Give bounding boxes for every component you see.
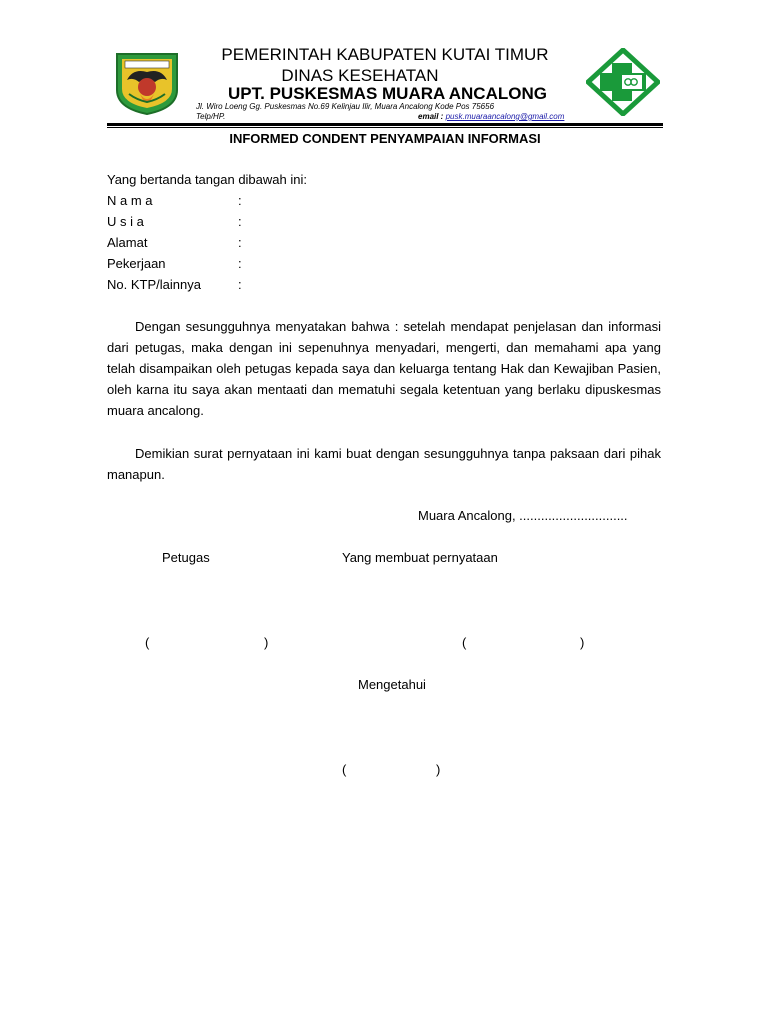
email-link[interactable]: pusk.muaraancalong@gmail.com xyxy=(445,112,565,121)
field-label-pekerjaan: Pekerjaan xyxy=(107,256,166,271)
mengetahui-signature-open: ( xyxy=(342,762,347,777)
header-divider-thick xyxy=(107,123,663,126)
header-institution-name: UPT. PUSKESMAS MUARA ANCALONG xyxy=(228,84,547,103)
field-label-alamat: Alamat xyxy=(107,235,148,250)
kutai-timur-emblem-icon xyxy=(113,50,181,116)
header-government-name: PEMERINTAH KABUPATEN KUTAI TIMUR xyxy=(221,45,549,64)
field-colon-pekerjaan: : xyxy=(238,256,242,271)
place-date: Muara Ancalong, .............................. xyxy=(418,508,628,523)
header-telp: Telp/HP. xyxy=(196,112,226,121)
field-colon-alamat: : xyxy=(238,235,242,250)
field-colon-ktp: : xyxy=(238,277,242,292)
mengetahui-signature-close: ) xyxy=(436,762,441,777)
petugas-signature-open: ( xyxy=(145,635,150,650)
email-label: email : xyxy=(418,112,444,121)
mengetahui-label: Mengetahui xyxy=(358,677,426,692)
petugas-label: Petugas xyxy=(162,550,210,565)
field-label-usia: U s i a xyxy=(107,214,144,229)
field-colon-nama: : xyxy=(238,193,242,208)
header-email xyxy=(418,112,564,122)
field-label-nama: N a m a xyxy=(107,193,153,208)
header-divider-thin xyxy=(107,127,663,128)
pembuat-signature-close: ) xyxy=(580,635,585,650)
petugas-signature-close: ) xyxy=(264,635,269,650)
statement-paragraph: Dengan sesungguhnya menyatakan bahwa : setelah mendapat penjelasan dan informasi dari petugas, maka dengan ini sepenuhnya menyadari, mengerti, dan memahami apa yang telah disampaikan oleh petugas kepada saya dan keluarga tentang Hak dan Kewajiban Pasien, oleh karna itu saya akan mentaati dan mematuhi segala ketentuan yang berlaku dipuskesmas muara ancalong. xyxy=(107,319,661,418)
document-title: INFORMED CONDENT PENYAMPAIAN INFORMASI xyxy=(229,131,541,146)
pembuat-signature-open: ( xyxy=(462,635,467,650)
closing-paragraph: Demikian surat pernyataan ini kami buat dengan sesungguhnya tanpa paksaan dari pihak manapun. xyxy=(107,446,661,482)
header-address: Jl. Wiro Loeng Gg. Puskesmas No.69 Kelinjau Ilir, Muara Ancalong Kode Pos 75656 xyxy=(196,102,495,111)
field-label-ktp: No. KTP/lainnya xyxy=(107,277,201,292)
puskesmas-cross-icon xyxy=(586,48,660,116)
field-colon-usia: : xyxy=(238,214,242,229)
intro-text: Yang bertanda tangan dibawah ini: xyxy=(107,172,307,187)
header-department-name: DINAS KESEHATAN xyxy=(281,66,439,85)
pembuat-label: Yang membuat pernyataan xyxy=(342,550,498,565)
